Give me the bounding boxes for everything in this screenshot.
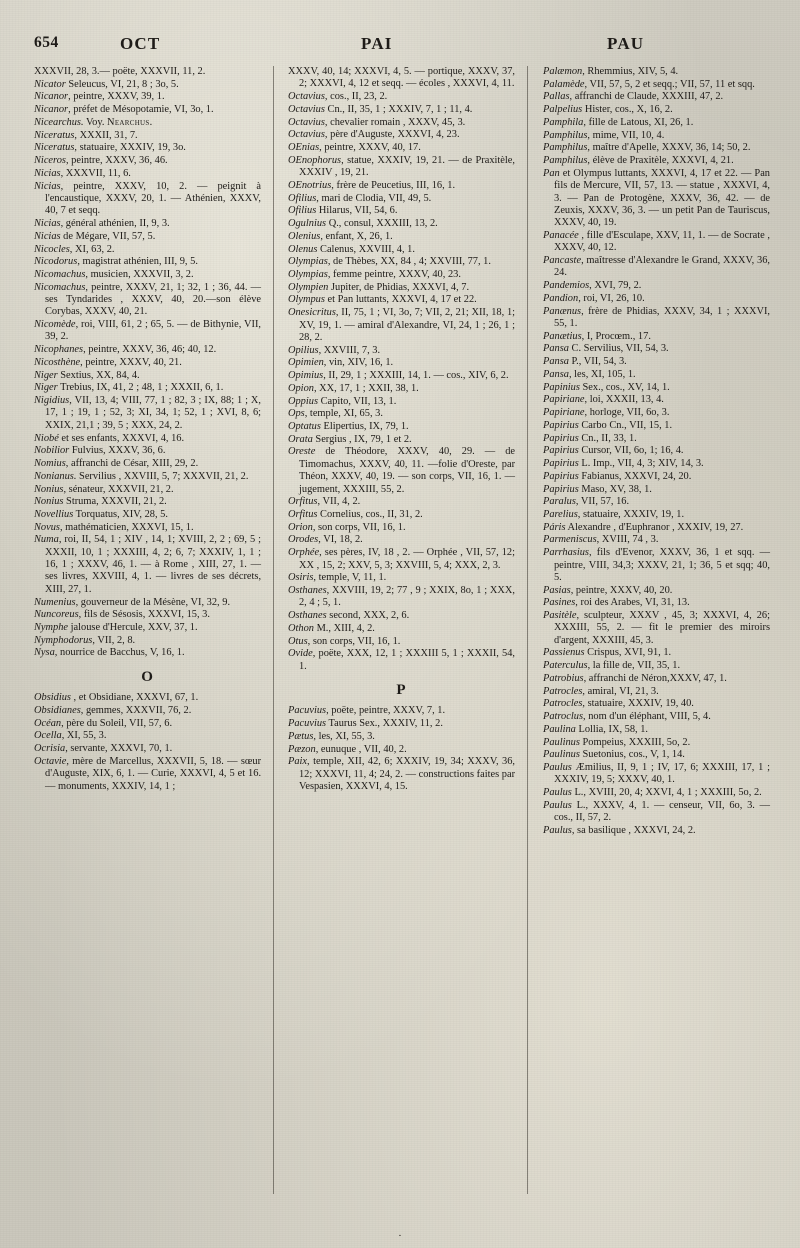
column-3 (530, 66, 770, 1216)
index-entry: Numa, roi, II, 54, 1 ; XIV , 14, 1; XVIII, 2, 2 ; 69, 5 ; XXXII, 10, 1 ; XXXIII, 4, 2; 6, 7; XXXIV, 1, 1 ; 16, 1 ; XXXV, 46, 1. — à Rome , XIII, 27, 1. — ses livres, XXVIII, 4, 1. — livres de ses décrets, XIII, 27, 1. (34, 534, 262, 595)
index-entry: Nicomède, roi, VIII, 61, 2 ; 65, 5. — de Bithynie, VII, 39, 2. (34, 319, 262, 343)
index-entry: Papirius Fabianus, XXXVI, 24, 20. (542, 470, 692, 482)
index-entry: Pansa P., VII, 54, 3. (542, 356, 627, 368)
index-entry: Obsidius , et Obsidiane, XXXVI, 67, 1. (34, 692, 199, 704)
index-entry: OEnotrius, frère de Peucetius, III, 16, 1. (287, 179, 456, 191)
index-entry: Osthanes, XXVIII, 19, 2; 77 , 9 ; XXIX, 8o, 1 ; XXX, 2, 4 ; 5, 1. (287, 584, 516, 609)
running-title-left: OCT (120, 34, 161, 53)
index-entry: Nicanor, peintre, XXXV, 39, 1. (34, 91, 165, 103)
index-entry: Parmeniscus, XVIII, 74 , 3. (542, 534, 659, 546)
index-entry: OEnophorus, statue, XXXIV, 19, 21. — de Praxitèle, XXXIV , 19, 21. (287, 154, 516, 179)
index-entry: Parrhasius, fils d'Evenor, XXXV, 36, 1 et sqq. — peintre, VIII, 34,3; XXXV, 21, 1; 36, 5 et sqq; 40, 5. (542, 547, 771, 583)
index-entry: Olenus Calenus, XXVIII, 4, 1. (287, 243, 415, 255)
index-entry: Orfitus Cornelius, cos., II, 31, 2. (287, 508, 423, 520)
index-entry: Orata Sergius , IX, 79, 1 et 2. (287, 433, 412, 445)
index-entry: Otus, son corps, VII, 16, 1. (287, 635, 401, 647)
index-entry: Paulinus Pompeius, XXXIII, 5o, 2. (542, 736, 691, 748)
index-entry: Océan, père du Soleil, VII, 57, 6. (34, 717, 173, 729)
index-entry: Parelius, statuaire, XXXIV, 19, 1. (542, 508, 685, 520)
index-entry: Papirius Maso, XV, 38, 1. (542, 483, 652, 495)
index-entry: Ops, temple, XI, 65, 3. (287, 408, 383, 420)
index-entry: Pamphilus, mime, VII, 10, 4. (542, 129, 665, 141)
column-2 (276, 66, 525, 1216)
index-entry: Oppius Capito, VII, 13, 1. (287, 395, 397, 407)
index-entry: Novus, mathématicien, XXXVI, 15, 1. (34, 521, 194, 533)
index-entry: Nicias, général athénien, II, 9, 3. (34, 218, 170, 230)
index-entry: Pansa, les, XI, 105, 1. (542, 368, 636, 380)
index-entry: Nonius, sénateur, XXXVII, 21, 2. (34, 483, 174, 495)
index-entry: Papirius Carbo Cn., VII, 15, 1. (542, 419, 673, 431)
index-entry: Ocella, XI, 55, 3. (34, 730, 107, 742)
index-entry: Papirius Cn., II, 33, 1. (542, 432, 637, 444)
index-entry: Paralus, VII, 57, 16. (542, 496, 630, 508)
index-entry: Patroclus, nom d'un éléphant, VIII, 5, 4. (542, 711, 711, 723)
index-entry: Olympias, de Thèbes, XX, 84 , 4; XXVIII, 77, 1. (287, 256, 491, 268)
index-entry: Paix, temple, XII, 42, 6; XXXIV, 19, 34; XXXV, 36, 12; XXXVI, 11, 4; 24, 2. — constructions faites par Vespasien, XXXVI, 4, 15. (287, 756, 516, 792)
index-entry: Papirius L. Imp., VII, 4, 3; XIV, 14, 3. (542, 458, 704, 470)
index-entry: Papirius Cursor, VII, 6o, 1; 16, 4. (542, 445, 684, 457)
index-entry: Octavius, père d'Auguste, XXXVI, 4, 23. (287, 129, 460, 141)
index-entry: Nicearchus. Voy. Nearchus. (34, 116, 153, 128)
index-entry: Niobé et ses enfants, XXXVI, 4, 16. (34, 432, 185, 444)
index-entry: XXXVII, 28, 3.— poëte, XXXVII, 11, 2. (34, 66, 206, 77)
index-entry: Orodes, VI, 18, 2. (287, 534, 363, 546)
index-entry: Octavius, cos., II, 23, 2. (287, 91, 388, 103)
page-ornament: · (398, 1230, 402, 1242)
index-entry: Nymphe jalouse d'Hercule, XXV, 37, 1. (34, 622, 198, 634)
index-entry: Nicophanes, peintre, XXXV, 36, 46; 40, 12. (34, 344, 217, 356)
index-entry: Nicomachus, peintre, XXXV, 21, 1; 32, 1 ; 36, 44. — ses Tyndarides , XXXV, 40, 20.—son élève Corybas, XXXV, 40, 21. (34, 281, 262, 318)
index-entry: Paulus Æmilius, II, 9, 1 ; IV, 17, 6; XXXIII, 17, 1 ; XXXIV, 19, 5; XXXV, 40, 1. (542, 762, 771, 786)
index-entry: Paulus L., XVIII, 20, 4; XXVI, 4, 1 ; XXXIII, 5o, 2. (542, 787, 762, 799)
index-entry: Nuncoreus, fils de Sésosis, XXXVI, 15, 3. (34, 609, 210, 621)
index-entry: Panacée , fille d'Esculape, XXV, 11, 1. — de Socrate , XXXV, 40, 12. (542, 229, 771, 254)
index-entry: Nomius, affranchi de César, XIII, 29, 2. (34, 458, 199, 470)
index-entry: Olympias, femme peintre, XXXV, 40, 23. (287, 268, 461, 280)
index-entry: Niceratus, statuaire, XXXIV, 19, 3o. (34, 142, 186, 154)
index-entry: Nicias, XXXVII, 11, 6. (34, 167, 131, 179)
index-entry: Pandion, roi, VI, 26, 10. (542, 292, 645, 304)
index-entry: Niceratus, XXXII, 31, 7. (34, 129, 138, 141)
index-entry: Páris Alexandre , d'Euphranor , XXXIV, 19, 27. (542, 521, 744, 533)
index-entry: Nymphodorus, VII, 2, 8. (34, 634, 136, 646)
index-entry: Orfitus, VII, 4, 2. (287, 496, 361, 508)
index-entry: Panætius, I, Procœm., 17. (542, 330, 651, 342)
index-entry: Passienus Crispus, XVI, 91, 1. (542, 647, 672, 659)
index-entry: Pæzon, eunuque , VII, 40, 2. (287, 743, 407, 755)
index-entry: Papiriane, loi, XXXII, 13, 4. (542, 394, 664, 406)
index-entry: Orion, son corps, VII, 16, 1. (287, 521, 406, 533)
index-entry: Nicomachus, musicien, XXXVII, 3, 2. (34, 268, 194, 280)
index-entry: Pacuvius Taurus Sex., XXXIV, 11, 2. (287, 718, 443, 730)
index-entry: Ocrisia, servante, XXXVI, 70, 1. (34, 743, 173, 755)
index-entry: Nicias, peintre, XXXV, 10, 2. — peignit à l'encaustique, XXXV, 20, 1. — Athénien, XXXV, 40, 7 et seqq. (34, 180, 262, 217)
letter-heading: O (141, 668, 154, 685)
index-entry: Novellius Torquatus, XIV, 28, 5. (34, 508, 168, 520)
index-entry: Paulina Lollia, IX, 58, 1. (542, 723, 649, 735)
index-entry: Octavius, chevalier romain , XXXV, 45, 3. (287, 116, 466, 128)
running-title-right: PAU (607, 34, 645, 53)
index-entry: Patrobius, affranchi de Néron,XXXV, 47, 1. (542, 672, 727, 684)
index-entry: Paulus L., XXXV, 4, 1. — censeur, VII, 6o, 3. — cos., II, 57, 2. (542, 799, 771, 824)
index-entry: Numenius, gouverneur de la Mésène, VI, 32, 9. (34, 596, 231, 608)
index-entry: Opilius, XXVIII, 7, 3. (287, 344, 381, 356)
index-entry: Octavie, mère de Marcellus, XXXVII, 5, 18. — sœur d'Auguste, XIX, 6, 1. — Curie, XXXVI, 4, 5 et 16. — monuments, XXXIV, 14, 1 ; (34, 755, 262, 792)
index-entry: Orphée, ses pères, IV, 18 , 2. — Orphée , VII, 57, 12; XX , 15, 2; XXV, 5, 3; XXVIII, 5, 4; XXX, 2, 3. (287, 547, 516, 571)
index-entry: Osiris, temple, V, 11, 1. (287, 572, 387, 584)
index-entry: Ofilius, mari de Clodia, VII, 49, 5. (287, 192, 432, 204)
index-entry: Niger Trebius, IX, 41, 2 ; 48, 1 ; XXXII, 6, 1. (34, 382, 224, 394)
index-entry: Opion, XX, 17, 1 ; XXII, 38, 1. (287, 382, 419, 394)
column-divider-1 (273, 66, 274, 1194)
index-entry: Papiriane, horloge, VII, 6o, 3. (542, 407, 670, 419)
index-entry: Nicanor, préfet de Mésopotamie, VI, 3o, 1. (34, 104, 214, 116)
column-divider-2 (527, 66, 528, 1194)
index-entry: Paterculus, la fille de, VII, 35, 1. (542, 660, 681, 672)
index-entry: Optatus Elipertius, IX, 79, 1. (287, 421, 409, 432)
index-entry: Pasines, roi des Arabes, VI, 31, 13. (542, 597, 690, 609)
index-entry: Niger Sextius, XX, 84, 4. (34, 369, 140, 381)
index-entry: Nonius Struma, XXXVII, 21, 2. (34, 496, 167, 508)
index-entry: Nicocles, XI, 63, 2. (34, 243, 115, 255)
index-entry: Pancaste, maîtresse d'Alexandre le Grand, XXXV, 36, 24. (542, 255, 771, 279)
index-entry: Paulinus Suetonius, cos., V, 1, 14. (542, 749, 685, 761)
index-entry: Patrocles, amiral, VI, 21, 3. (542, 685, 659, 697)
text-columns (34, 66, 770, 1216)
index-entry: Olympus et Pan luttants, XXXVI, 4, 17 et 22. (287, 294, 477, 306)
column-1 (34, 66, 271, 1216)
index-entry: Palpelius Hister, cos., X, 16, 2. (542, 104, 673, 116)
index-entry: Opimius, II, 29, 1 ; XXXIII, 14, 1. — cos., XIV, 6, 2. (287, 370, 509, 382)
index-entry: Olenius, enfant, X, 26, 1. (287, 230, 393, 242)
index-entry: Pansa C. Servilius, VII, 54, 3. (542, 343, 669, 355)
index-entry: Paulus, sa basilique , XXXVI, 24, 2. (542, 824, 696, 836)
index-entry: Osthanes second, XXX, 2, 6. (287, 610, 410, 622)
index-entry: Nicator Seleucus, VI, 21, 8 ; 3o, 5. (34, 78, 179, 90)
index-entry: Oreste de Théodore, XXXV, 40, 29. — de Timomachus, XXXV, 40, 11. —folie d'Oreste, par Théon, XXXV, 40, 19. — son corps, VII, 16, 1. — jugement, XXXIII, 55, 2. (287, 446, 516, 495)
index-entry: Patrocles, statuaire, XXXIV, 19, 40. (542, 698, 694, 710)
index-entry: Panænus, frère de Phidias, XXXV, 34, 1 ; XXXVI, 55, 1. (542, 305, 771, 329)
index-entry: Nicosthène, peintre, XXXV, 40, 21. (34, 356, 182, 368)
index-entry: Nicodorus, magistrat athénien, III, 9, 5. (34, 256, 198, 268)
index-entry: Olympien Jupiter, de Phidias, XXXVI, 4, 7. (287, 281, 470, 293)
index-entry: Obsidianes, gemmes, XXXVII, 76, 2. (34, 704, 192, 716)
index-entry: Nicias de Mégare, VII, 57, 5. (34, 230, 156, 242)
index-entry: Pan et Olympus luttants, XXXVI, 4, 17 et 22. — Pan fils de Mercure, VII, 57, 13. — statue , XXXVI, 4, 3. — Pan de Protogène, XXXV, 36, 42. — de Zeuxis, XXXV, 36, 3. — un petit Pan de Tauriscus, XXXV, 40, 19. (542, 167, 771, 229)
index-entry: Palamède, VII, 57, 5, 2 et seqq.; VII, 57, 11 et sqq. (542, 78, 755, 90)
index-entry: Ovide, poëte, XXX, 12, 1 ; XXXIII 5, 1 ; XXXII, 54, 1. (287, 648, 516, 672)
index-entry: Ofilius Hilarus, VII, 54, 6. (287, 205, 398, 217)
index-entry: Nobilior Fulvius, XXXV, 36, 6. (34, 445, 166, 457)
index-entry: XXXV, 40, 14; XXXVI, 4, 5. — portique, XXXV, 37, 2; XXXVI, 4, 12 et seqq. — écoles , XXXVI, 4, 11. (287, 66, 516, 90)
index-entry: Pasitèle, sculpteur, XXXV , 45, 3; XXXVI, 4, 26; XXXIII, 55, 2. — fit le premier des miroirs d'argent, XXXIII, 45, 3. (542, 610, 771, 646)
index-entry: Pandemios, XVI, 79, 2. (542, 280, 642, 292)
index-entry: Pamphilus, élève de Praxitèle, XXXVI, 4, 21. (542, 155, 734, 167)
index-entry: Octavius Cn., II, 35, 1 ; XXXIV, 7, 1 ; 11, 4. (287, 103, 473, 115)
letter-heading: P (396, 681, 407, 698)
page-number: 654 (34, 34, 59, 51)
index-entry: Ogulnius Q., consul, XXXIII, 13, 2. (287, 218, 438, 230)
index-entry: Nigidius, VII, 13, 4; VIII, 77, 1 ; 82, 3 ; IX, 88; 1 ; X, 17, 1 ; 19, 1 ; 52, 3; XI, 34, 1; 52, 1 ; XVI, 8, 6; XXIX, 21,1 ; 39, 5 ; XXX, 24, 2. (34, 395, 262, 431)
index-entry: OEnias, peintre, XXXV, 40, 17. (287, 142, 421, 154)
index-entry: Othon M., XIII, 4, 2. (287, 622, 375, 634)
index-entry: Opimien, vin, XIV, 16, 1. (287, 357, 394, 369)
index-entry: Pasias, peintre, XXXV, 40, 20. (542, 584, 673, 596)
index-entry: Pamphilus, maître d'Apelle, XXXV, 36, 14; 50, 2. (542, 142, 751, 154)
index-entry: Nysa, nourrice de Bacchus, V, 16, 1. (34, 647, 185, 659)
running-title-center: PAI (361, 34, 393, 53)
index-entry: Pallas, affranchi de Claude, XXXIII, 47, 2. (542, 91, 724, 103)
index-entry: Papinius Sex., cos., XV, 14, 1. (542, 381, 670, 393)
index-entry: Palæmon, Rhemmius, XIV, 5, 4. (542, 66, 679, 77)
index-entry: Niceros, peintre, XXXV, 36, 46. (34, 155, 168, 167)
index-entry: Nonianus. Servilius , XXVIII, 5, 7; XXXVII, 21, 2. (34, 470, 249, 482)
index-entry: Pacuvius, poëte, peintre, XXXV, 7, 1. (287, 705, 446, 717)
index-entry: Pætus, les, XI, 55, 3. (287, 730, 375, 742)
running-head (34, 34, 770, 60)
index-entry: Onesicritus, II, 75, 1 ; VI, 3o, 7; VII, 2, 21; XII, 18, 1; XV, 19, 1. — amiral d'Alexandre, VI, 24, 1 ; 26, 1 ; 28, 2. (287, 307, 516, 343)
index-entry: Pamphila, fille de Latous, XI, 26, 1. (542, 116, 694, 128)
